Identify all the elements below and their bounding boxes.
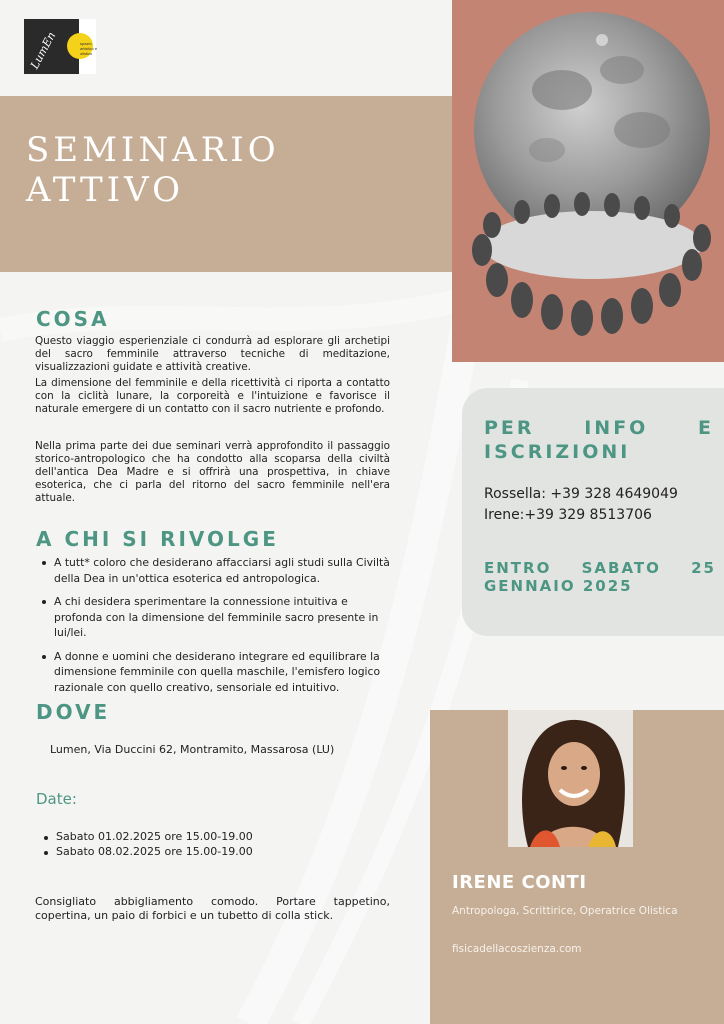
speaker-portrait (508, 710, 633, 847)
list-item: A chi desidera sperimentare la connessione intuitiva e profonda con la dimensione del femminile sacro presente in lui/lei. (40, 594, 392, 641)
logo-wordmark: LumEn (28, 29, 59, 72)
deadline-word: 25 (691, 559, 716, 577)
speaker-role: Antropologa, Scrittirice, Operatrice Olistica (452, 905, 678, 917)
speaker-website[interactable]: fisicadellacoszienza.com (452, 943, 582, 955)
page-title (26, 130, 280, 210)
event-address: Lumen, Via Duccini 62, Montramito, Massarosa (LU) (50, 743, 335, 756)
deadline-line-2: GENNAIO 2025 (484, 577, 633, 595)
logo-tagline: spazio artistico e olistico (80, 41, 98, 56)
date-list (44, 830, 344, 859)
speaker-name: IRENE CONTI (452, 872, 587, 893)
date-item: Sabato 01.02.2025 ore 15.00-19.00 (44, 830, 344, 845)
info-heading-word: INFO (584, 417, 649, 439)
clothing-note: Consigliato abbigliamento comodo. Portare tappetino, copertina, un paio di forbici e un tubetto di colla stick. (35, 895, 390, 922)
date-label: Date: (36, 790, 77, 808)
moon-image-panel (452, 0, 724, 362)
rivolge-list (40, 555, 392, 703)
registration-deadline (484, 559, 716, 595)
info-heading-word: E (698, 417, 714, 439)
list-item: A donne e uomini che desiderano integrare ed equilibrare la dimensione femminile con quella maschile, l'emisfero logico razionale con quello creativo, sensoriale ed intuitivo. (40, 649, 392, 696)
deadline-word: SABATO (581, 559, 661, 577)
list-item: A tutt* coloro che desiderano affacciarsi agli studi sulla Civiltà della Dea in un'ottica esoterica ed antropologica. (40, 555, 392, 586)
title-line-2: ATTIVO (26, 170, 184, 210)
cosa-heading: COSA (36, 307, 110, 331)
info-heading (484, 416, 714, 464)
cosa-paragraph-1: Questo viaggio esperienziale ci condurrà ad esplorare gli archetipi del sacro femminile attraverso tecniche di meditazione, visualizzazioni guidate e attività creative. (35, 335, 390, 373)
cosa-paragraph-2: La dimensione del femminile e della ricettività ci riporta a contatto con la ciclità lunare, la corporeità e l'intuizione e favorisce il naturale emergere di un contatto con il sacro nutriente e profondo. (35, 377, 390, 415)
full-moon-image (452, 0, 724, 362)
dove-heading: DOVE (36, 700, 111, 724)
deadline-word: ENTRO (484, 559, 552, 577)
date-item: Sabato 08.02.2025 ore 15.00-19.00 (44, 845, 344, 860)
info-heading-word: PER (484, 417, 535, 439)
lumen-logo (24, 19, 96, 74)
contact-rossella: Rossella: +39 328 4649049 (484, 486, 678, 502)
cosa-paragraph-3: Nella prima parte dei due seminari verrà approfondito il passaggio storico-antropologico che ha condotto alla scoparsa della civiltà dell'antica Dea Madre e si offrirà una prospettiva, in chiave esoterica, che ci parla del ritorno del sacro femminile nell'era attuale. (35, 440, 390, 504)
rivolge-heading: A CHI SI RIVOLGE (36, 527, 279, 551)
contact-irene: Irene:+39 329 8513706 (484, 507, 652, 523)
title-line-1: SEMINARIO (26, 130, 280, 170)
info-heading-line-2: ISCRIZIONI (484, 441, 631, 463)
